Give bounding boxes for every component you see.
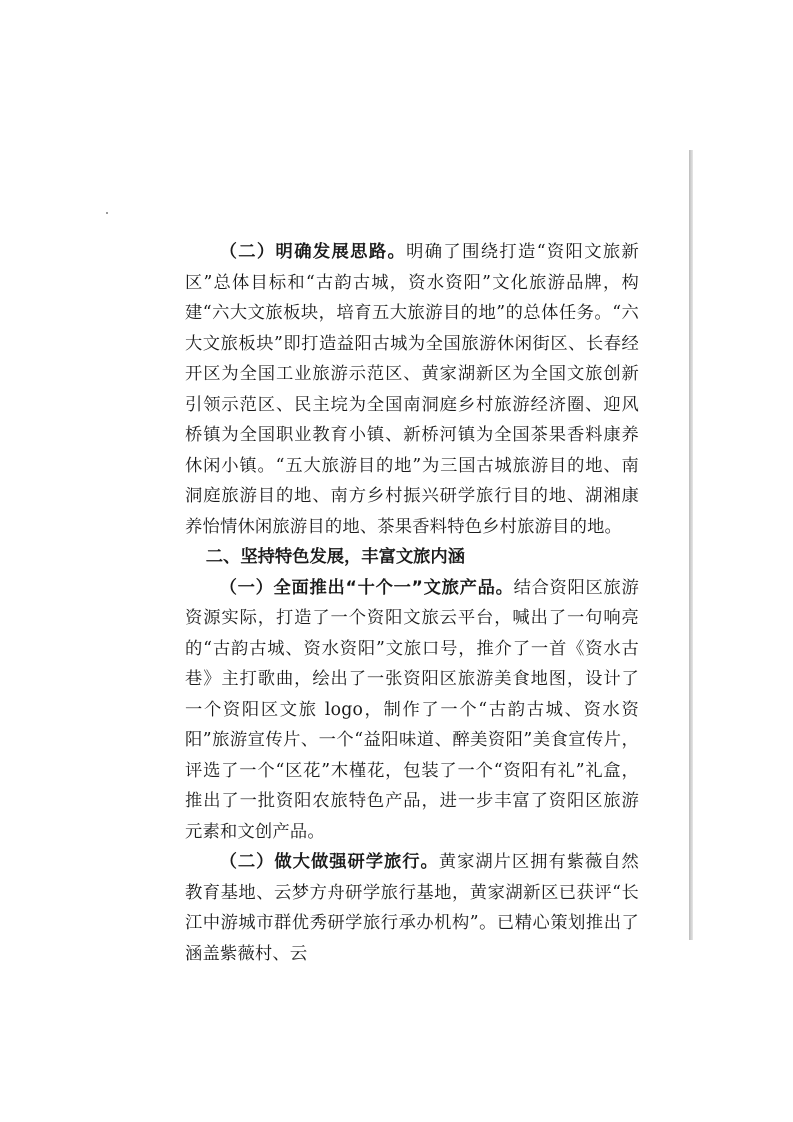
page-edge-shadow	[689, 150, 693, 940]
paragraph-ten-products	[185, 573, 639, 848]
document-body	[185, 237, 639, 969]
paragraph-study-travel	[185, 847, 639, 969]
paragraph-lead: （一）全面推出“十个一”文旅产品。	[219, 577, 514, 598]
section-heading: 二、坚持特色发展，丰富文旅内涵	[205, 547, 465, 567]
paragraph-text: 黄家湖片区拥有紫薇自然教育基地、云梦方舟研学旅行基地，黄家湖新区已获评“长江中游城市群优秀研学旅行承办机构”。已精心策划推出了涵盖紫薇村、云	[185, 852, 639, 964]
paragraph-text: 明确了围绕打造“资阳文旅新区”总体目标和“古韵古城，资水资阳”文化旅游品牌，构建“六大文旅板块，培育五大旅游目的地”的总体任务。“六大文旅板块”即打造益阳古城为全国旅游休闲街区、长春经开区为全国工业旅游示范区、黄家湖新区为全国文旅创新引领示范区、民主垸为全国南洞庭乡村旅游经济圈、迎风桥镇为全国职业教育小镇、新桥河镇为全国茶果香料康养休闲小镇。“五大旅游目的地”为三国古城旅游目的地、南洞庭旅游目的地、南方乡村振兴研学旅行目的地、湖湘康养怡情休闲旅游目的地、茶果香料特色乡村旅游目的地。	[185, 242, 639, 537]
paragraph-text: 结合资阳区旅游资源实际，打造了一个资阳文旅云平台，喊出了一句响亮的“古韵古城、资水资阳”文旅口号，推介了一首《资水古巷》主打歌曲，绘出了一张资阳区旅游美食地图，设计了一个资阳区文旅 logo，制作了一个“古韵古城、资水资阳”旅游宣传片、一个“益阳味道、醉美资阳”美食宣传片，评选了一个“区花”木槿花，包装了一个“资阳有礼”礼盒，推出了一批资阳农旅特色产品，进一步丰富了资阳区旅游元素和文创产品。	[185, 577, 639, 842]
scan-speck	[106, 212, 108, 214]
paragraph-lead: （二）明确发展思路。	[219, 242, 407, 262]
paragraph-lead: （二）做大做强研学旅行。	[219, 852, 439, 872]
paragraph-development-ideas	[185, 237, 639, 542]
